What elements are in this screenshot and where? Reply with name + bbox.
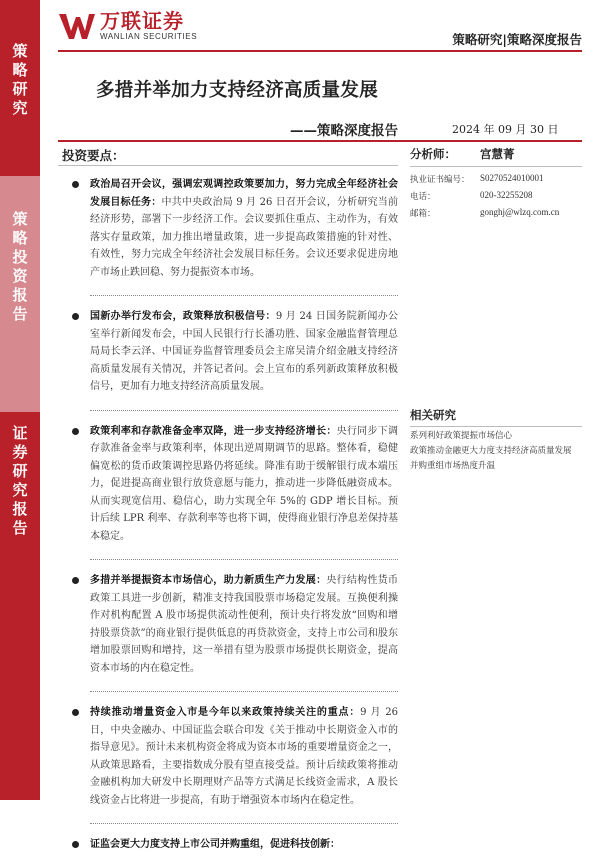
highlights-heading-divider [58, 165, 398, 166]
highlight-lead: 证监会更大力度支持上市公司并购重组，促进科技创新： [90, 839, 340, 850]
highlight-body: 9 月 24 日国务院新闻办公室举行新闻发布会，中国人民银行行长潘功胜、国家金融监督管理总局局长李云泽、中国证券监督管理委员会主席吴清介绍金融支持经济高质量发展有关情况，并答记者问。会上宣布的系列新政策释放积极信号，更加有力地支持经济高质量发展。 [90, 311, 399, 392]
bullet-icon [72, 841, 79, 848]
analyst-phone-label: 电话： [410, 192, 436, 202]
analyst-email-row [410, 205, 582, 222]
point-divider [90, 295, 398, 296]
highlights-list [58, 176, 398, 854]
point-divider [90, 691, 398, 692]
highlight-lead: 政治局召开会议，强调宏观调控政策要加力，努力完成全年经济社会发展目标任务： [90, 179, 398, 208]
highlights-heading: 投资要点： [62, 148, 125, 163]
report-subtitle: ——策略深度报告 [290, 123, 398, 139]
analyst-panel [410, 146, 582, 222]
analyst-email-label: 邮箱： [410, 209, 436, 219]
related-research-title: 相关研究 [410, 408, 456, 422]
highlight-lead: 多措并举提振资本市场信心，助力新质生产力发展： [90, 575, 327, 586]
analyst-license-value: S0270524010001 [480, 173, 544, 183]
bullet-icon [72, 181, 79, 188]
analyst-name: 宫慧菁 [480, 147, 515, 161]
report-category: 策略研究|策略深度报告 [452, 32, 582, 47]
highlight-body: 央行结构性货币政策工具进一步创新，精准支持我国股票市场稳定发展。互换便利操作对机构配置 A 股市场提供流动性便利，预计央行将发放“回购和增持股票贷款”的商业银行提供低息的再贷款资金，支持上市公司和股东增加股票回购和增持，这一举措有望为股票市场提供长期资金，提高资本市场的内在稳定性。 [90, 575, 399, 674]
related-research-item[interactable]: 政策推动金融更大力度支持经济高质量发展 [410, 446, 572, 456]
analyst-label: 分析师： [410, 147, 456, 161]
bullet-icon [72, 313, 79, 320]
highlight-point [58, 836, 398, 854]
report-date: 2024 年 09 月 30 日 [452, 123, 559, 136]
highlight-point [58, 423, 398, 546]
analyst-phone-row [410, 188, 582, 205]
highlight-body: 9 月 26 日，中央金融办、中国证监会联合印发《关于推动中长期资金入市的指导意见》。预计未来机构资金将成为资本市场的重要增量资金之一，从政策思路看，主要指数成分股有望直接受益。预计后续政策将推动金融机构加大研发中长期理财产品等方式满足长线资金需求，A 股长线资金占比将进一步提高，有助于增强资本市场内在稳定性。 [90, 707, 399, 806]
highlight-point [58, 176, 398, 281]
highlight-body: 央行同步下调存款准备金率与政策利率，体现出逆周期调节的思路。整体看，稳健偏宽松的货币政策调控思路仍将延续。降准有助于缓解银行成本端压力，促进提高商业银行放贷意愿与能力，推动进一步降低融资成本。从而实现宽信用、稳信心，助力实现全年 5%的 GDP 增长目标。预计后续 LPR 利率、存款利率等也将下调，使得商业银行净息差保持基本稳定。 [90, 425, 399, 542]
sidebar-label-strategy: 策 略 研 究 [12, 42, 28, 117]
highlight-text [90, 704, 398, 809]
company-logo [58, 10, 197, 42]
analyst-divider [410, 166, 582, 167]
point-divider [90, 559, 398, 560]
highlight-text [90, 176, 398, 281]
title-divider [58, 140, 582, 142]
logo-english-name: WANLIAN SECURITIES [100, 32, 198, 41]
sidebar [0, 0, 40, 800]
related-research-divider [410, 426, 582, 427]
bullet-icon [72, 709, 79, 716]
highlight-point [58, 572, 398, 677]
analyst-phone-value: 020-32255208 [480, 190, 533, 200]
wanlian-w-logo-icon [58, 11, 96, 41]
highlight-text [90, 423, 398, 546]
highlight-body: 中共中央政治局 9 月 26 日召开会议，分析研究当前经济形势，部署下一步经济工作。会议要抓住重点、主动作为，有效落实存量政策，加力推出增量政策，进一步提高政策措施的针对性、有效性，努力完成全年经济社会发展目标任务。会议还要求促进房地产市场止跌回稳、努力提振资本市场。 [90, 196, 398, 278]
highlight-text [90, 836, 398, 854]
investment-highlights [58, 146, 398, 868]
highlight-text [90, 308, 398, 396]
point-divider [90, 410, 398, 411]
related-research [410, 407, 582, 474]
bullet-icon [72, 577, 79, 584]
highlight-point [58, 704, 398, 809]
highlight-point [58, 308, 398, 396]
bullet-icon [72, 428, 79, 435]
highlight-lead: 持续推动增量资金入市是今年以来政策持续关注的重点： [90, 707, 361, 718]
sidebar-label-securities: 证 券 研 究 报 告 [12, 424, 28, 537]
related-research-item[interactable]: 并购重组市场热度升温 [410, 461, 496, 471]
analyst-license-label: 执业证书编号： [410, 175, 470, 185]
header-divider [58, 50, 582, 52]
analyst-email-value[interactable]: gonghj@wlzq.com.cn [480, 207, 560, 217]
highlight-text [90, 572, 398, 677]
analyst-license-row [410, 171, 582, 188]
report-title: 多措并举加力支持经济高质量发展 [96, 80, 379, 101]
highlight-lead: 国新办举行发布会，政策释放积极信号： [90, 311, 276, 322]
highlight-lead: 政策利率和存款准备金率双降，进一步支持经济增长： [90, 425, 337, 437]
logo-chinese-name: 万联证券 [100, 9, 184, 33]
point-divider [90, 823, 398, 824]
sidebar-label-investment: 策 略 投 资 报 告 [12, 210, 28, 323]
related-research-item[interactable]: 系列利好政策提振市场信心 [410, 431, 513, 441]
